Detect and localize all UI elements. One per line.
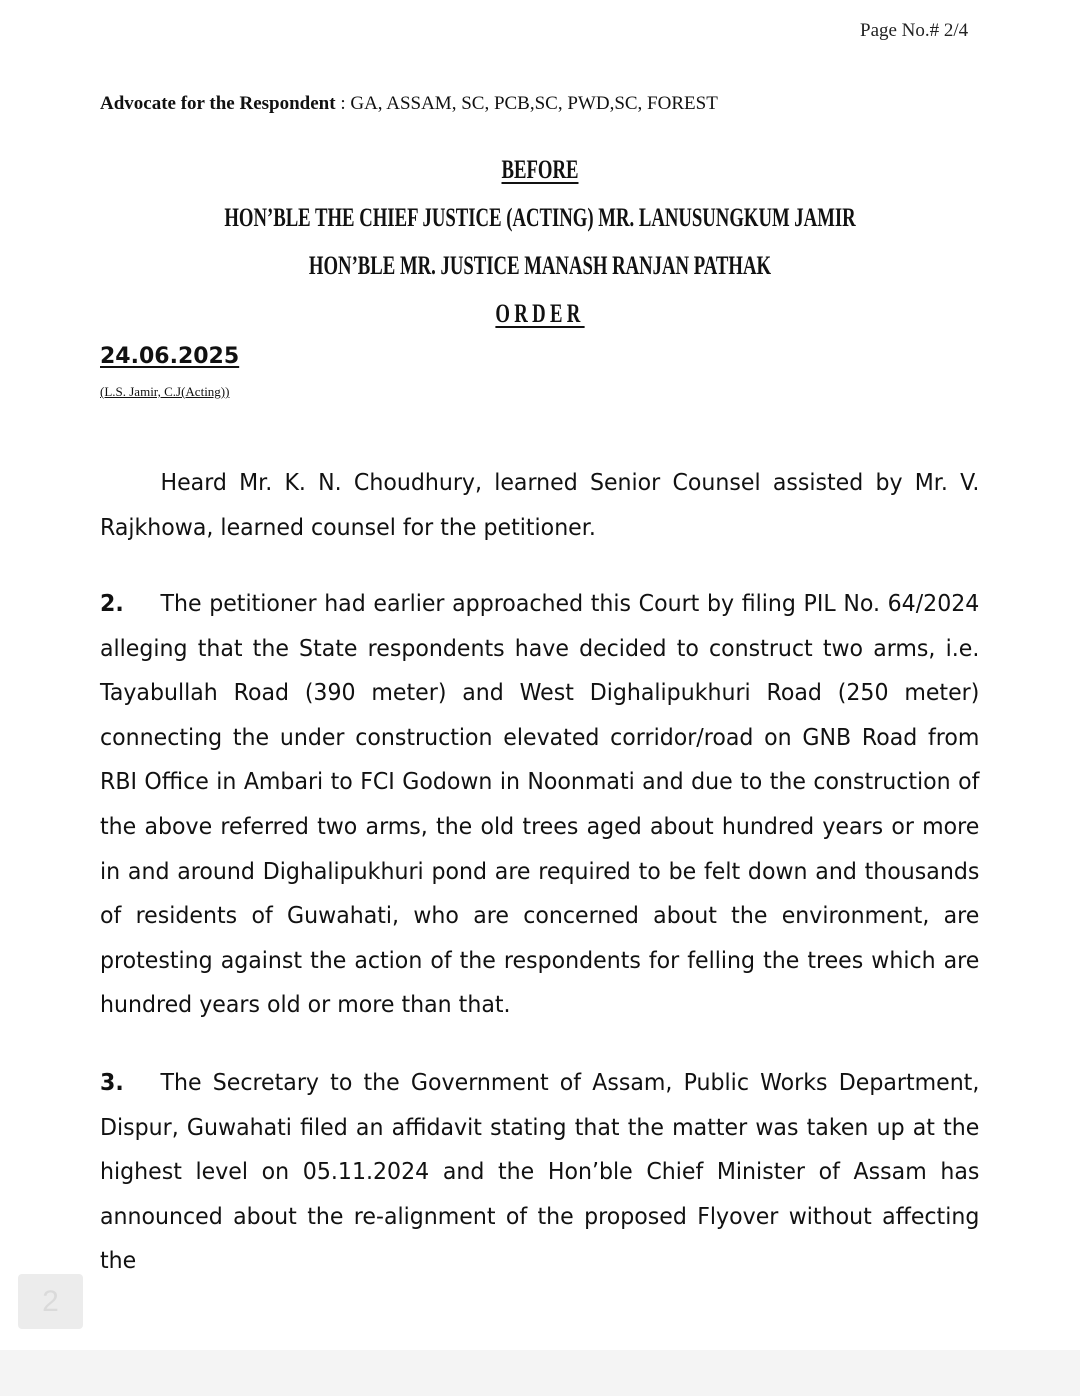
page-number-header: Page No.# 2/4 (860, 20, 969, 41)
order-date: 24.06.2025 (100, 344, 240, 369)
paragraph-2-number: 2. (100, 591, 124, 617)
advocate-label: Advocate for the Respondent (100, 93, 336, 114)
paragraph-2-text: The petitioner had earlier approached this Court by filing PIL No. 64/2024 alleging that the State respondents have decided to construct two arms, i.e. Tayabullah Road (390 meter) and West Dighalipukhuri Road (250 meter) connecting the under construction elevated corridor/road on GNB Road from RBI Office in Ambari to FCI Godown in Noonmati and due to the construction of the above referred two arms, the old trees aged about hundred years or more in and around Dighalipukhuri pond are required to be felt down and thousands of residents of Guwahati, who are concerned about the environment, are protesting against the action of the respondents for felling the trees which are hundred years old or more than that. (100, 591, 980, 1019)
paragraph-1-text: Heard Mr. K. N. Choudhury, learned Senior Counsel assisted by Mr. V. Rajkhowa, learned counsel for the petitioner. (100, 470, 980, 541)
paragraph-3-number: 3. (100, 1070, 124, 1096)
order-heading: ORDER (495, 299, 585, 328)
advocate-line (100, 93, 1000, 115)
judge-1-name: HON’BLE THE CHIEF JUSTICE (ACTING) MR. LANUSUNGKUM JAMIR (224, 203, 856, 232)
paragraph-3-text: The Secretary to the Government of Assam, Public Works Department, Dispur, Guwahati filed an affidavit stating that the matter was taken up at the highest level on 05.11.2024 and the Hon’ble Chief Minister of Assam has announced about the re-alignment of the proposed Flyover without affecting the (100, 1070, 980, 1275)
paragraph-3 (100, 1061, 979, 1284)
advocate-value: : GA, ASSAM, SC, PCB,SC, PWD,SC, FOREST (335, 93, 718, 114)
judge-2-name: HON’BLE MR. JUSTICE MANASH RANJAN PATHAK (308, 251, 772, 280)
page-indicator-badge[interactable]: 2 (18, 1274, 83, 1329)
viewer-bottom-bar (0, 1350, 1080, 1396)
paragraph-1 (100, 461, 979, 550)
order-author: (L.S. Jamir, C.J(Acting)) (100, 384, 230, 399)
paragraph-2 (100, 582, 979, 1028)
before-heading: BEFORE (501, 155, 579, 184)
